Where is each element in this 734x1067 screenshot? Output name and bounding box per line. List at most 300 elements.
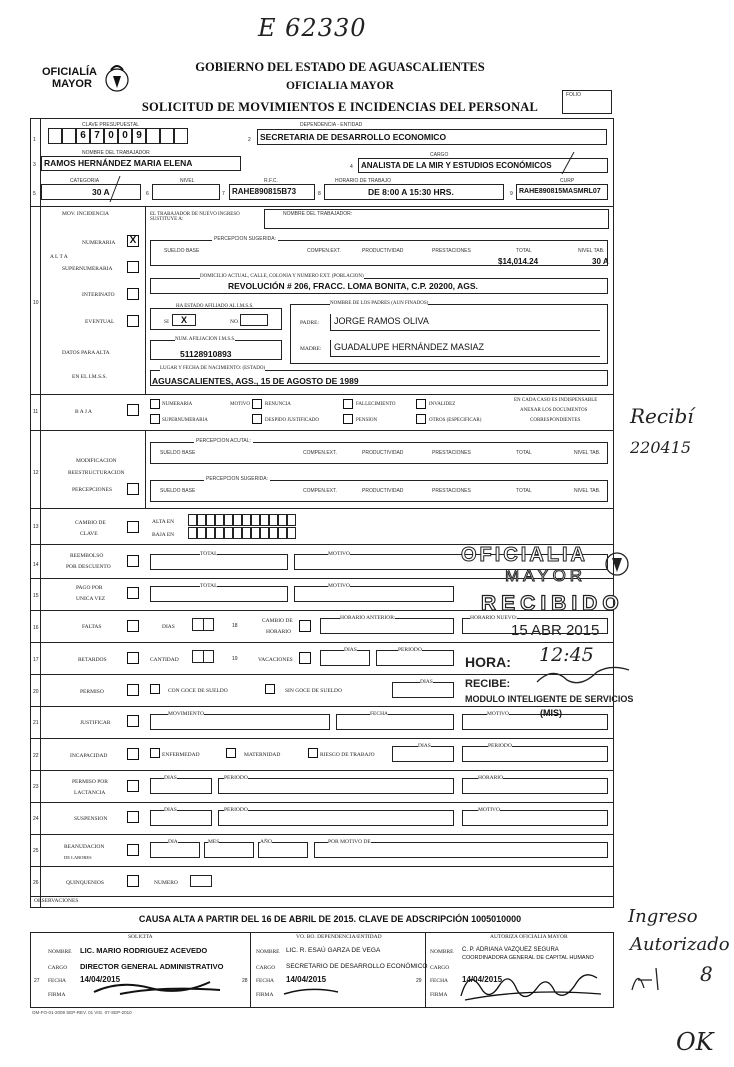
- categoria-value: 30 A: [92, 187, 110, 197]
- clave-grid-cell[interactable]: [287, 514, 296, 526]
- sin-goce-label: SIN GOCE DE SUELDO: [285, 688, 342, 694]
- pension-label: PENSION: [356, 418, 378, 423]
- enfermedad-checkbox[interactable]: [150, 748, 160, 758]
- cargo-value: ANALISTA DE LA MIR Y ESTUDIOS ECONÓMICOS: [361, 161, 552, 170]
- clave-grid-cell[interactable]: [287, 527, 296, 539]
- percepciones-label: PERCEPCIONES: [72, 487, 113, 493]
- supernumeraria-checkbox[interactable]: [127, 261, 139, 273]
- clave-grid-cell[interactable]: [251, 514, 260, 526]
- sig1-signature: [90, 972, 230, 998]
- sig2-cargo-label: CARGO: [256, 965, 276, 971]
- nivel-field[interactable]: [152, 184, 220, 200]
- signature-divider-1: [250, 932, 251, 1008]
- invalidez-checkbox[interactable]: [416, 399, 426, 409]
- clave-digit-box[interactable]: [146, 128, 160, 144]
- row-number: 10: [33, 300, 39, 306]
- folio-handwritten: E 62330: [258, 14, 367, 42]
- row-number: 4: [350, 164, 353, 170]
- faltas-dias-split: [203, 618, 204, 631]
- reembolso-total-label: TOTAL: [200, 551, 218, 557]
- madre-value: GUADALUPE HERNÁNDEZ MASIAZ: [334, 342, 485, 352]
- sig1-cargo-label: CARGO: [48, 965, 68, 971]
- stamp-recibe-signature: [533, 662, 633, 688]
- otros-label: OTROS (ESPECIFICAR): [429, 418, 482, 423]
- en-imss-label: EN EL I.M.S.S.: [72, 374, 107, 380]
- clave-grid-cell[interactable]: [269, 514, 278, 526]
- quinquenios-numero-label: NUMERO: [154, 880, 178, 886]
- mod-compen-ext-label: COMPEN.EXT.: [303, 450, 337, 456]
- clave-digit-box[interactable]: 6: [76, 128, 90, 144]
- despido-label: DESPIDO JUSTIFICADO: [265, 418, 320, 423]
- horario-anterior-label: HORARIO ANTERIOR:: [340, 615, 396, 621]
- reanudacion-anio-label: AÑO: [260, 839, 272, 845]
- mod2-compen-ext-label: COMPEN.EXT.: [303, 488, 337, 494]
- permiso-lact-label-2: LACTANCIA: [74, 790, 106, 796]
- renuncia-label: RENUNCIA: [265, 402, 291, 407]
- clave-digit-box[interactable]: [160, 128, 174, 144]
- sig2-nombre-label: NOMBRE: [256, 949, 280, 955]
- row-number: 9: [510, 191, 513, 197]
- pension-checkbox[interactable]: [343, 414, 353, 424]
- supernumeraria-label: SUPERNUMERARIA: [62, 266, 113, 272]
- pago-total-field[interactable]: [150, 586, 288, 602]
- folio-label: FOLIO: [566, 92, 582, 98]
- sig2-cargo: SECRETARIO DE DESARROLLO ECONÓMICO: [286, 963, 428, 970]
- clave-grid-cell[interactable]: [224, 527, 233, 539]
- domicilio-value: REVOLUCIÓN # 206, FRACC. LOMA BONITA, C.P. 20200, AGS.: [228, 281, 478, 291]
- baja-motivo-label: MOTIVO: [230, 402, 250, 407]
- total-label: TOTAL: [516, 248, 532, 254]
- row-divider: [30, 896, 614, 897]
- padres-box: [290, 304, 608, 364]
- handwritten-recibi: Recibí: [630, 404, 694, 428]
- clave-grid-cell[interactable]: [197, 514, 206, 526]
- stamp-line1: OFICIALIA: [461, 544, 588, 566]
- suspension-dias-label: DIAS: [164, 807, 177, 813]
- lactancia-periodo-label: PERIODO: [224, 775, 248, 781]
- mov-incidencia-label: MOV. INCIDENCIA: [62, 211, 109, 217]
- clave-grid-cell[interactable]: [242, 514, 251, 526]
- row-number: 16: [33, 625, 39, 631]
- mod-productividad-label: PRODUCTIVIDAD: [362, 450, 404, 456]
- pago-motivo-label: MOTIVO: [328, 583, 350, 589]
- logo-text-1: OFICIALÍA: [42, 66, 97, 78]
- numeraria-checkbox[interactable]: X: [127, 235, 139, 247]
- clave-grid-cell[interactable]: [188, 514, 197, 526]
- compen-ext-label: COMPEN.EXT.: [307, 248, 341, 254]
- vacaciones-checkbox[interactable]: [299, 652, 311, 664]
- percepcion-actual-label: PERCEPCION ACUTAL:: [196, 438, 251, 444]
- padre-label: PADRE:: [300, 320, 320, 326]
- suspension-label: SUSPENSION: [74, 816, 108, 822]
- mod2-total-label: TOTAL: [516, 488, 532, 494]
- row-number: 18: [232, 623, 238, 629]
- stamp-line2: MAYOR: [505, 566, 587, 585]
- clave-grid-cell[interactable]: [233, 527, 242, 539]
- lugar-label: LUGAR Y FECHA DE NACIMIENTO: (ESTADO): [160, 366, 266, 371]
- sig2-nombre: LIC. R. ESAÚ GARZA DE VEGA: [286, 947, 381, 954]
- fallecimiento-label: FALLECIMIENTO: [356, 402, 396, 407]
- permiso-dias-label: DIAS: [420, 679, 433, 685]
- justificar-checkbox[interactable]: [127, 715, 139, 727]
- signature-divider-2: [425, 932, 426, 1008]
- no-label: NO: [230, 319, 238, 325]
- handwritten-ingreso: Ingreso: [628, 906, 698, 927]
- quinquenios-label: QUINQUENIOS: [66, 880, 104, 886]
- riesgo-checkbox[interactable]: [308, 748, 318, 758]
- clave-digit-box[interactable]: [48, 128, 62, 144]
- clave-grid-cell[interactable]: [251, 527, 260, 539]
- stamp-recibe-label: RECIBE:: [465, 678, 511, 690]
- observaciones-text: CAUSA ALTA A PARTIR DEL 16 DE ABRIL DE 2015. CLAVE DE ADSCRIPCIÓN 1005010000: [138, 914, 522, 924]
- mod-prestaciones-label: PRESTACIONES: [432, 450, 471, 456]
- stamp-hora-label: HORA:: [465, 654, 511, 670]
- clave-digit-box[interactable]: 0: [104, 128, 118, 144]
- clave-grid-cell[interactable]: [224, 514, 233, 526]
- baja-note-3: CORRESPONDIENTES: [530, 418, 581, 423]
- incapacidad-checkbox[interactable]: [127, 748, 139, 760]
- quinquenios-checkbox[interactable]: [127, 875, 139, 887]
- baja-note-2: ANEXAR LOS DOCUMENTOS: [520, 408, 588, 413]
- autoriza-label: AUTORIZA OFICIALIA MAYOR: [490, 934, 568, 940]
- pago-checkbox[interactable]: [127, 587, 139, 599]
- clave-grid-cell[interactable]: [242, 527, 251, 539]
- justificar-motivo-label: MOTIVO: [487, 711, 509, 717]
- reembolso-label-2: POR DESCUENTO: [66, 564, 111, 570]
- padres-label: NOMBRE DE LOS PADRES (AUN FINADOS): [330, 301, 429, 306]
- eventual-label: EVENTUAL: [85, 319, 115, 325]
- clave-digit-box[interactable]: 0: [118, 128, 132, 144]
- clave-grid-cell[interactable]: [260, 514, 269, 526]
- row-number: 7: [222, 191, 225, 197]
- row-number: 20: [33, 689, 39, 695]
- justificar-fecha-field[interactable]: [336, 714, 454, 730]
- row-number: 19: [232, 656, 238, 662]
- sig3-fecha: 14/04/2015: [462, 975, 503, 984]
- incapacidad-dias-label: DIAS: [418, 743, 431, 749]
- interinato-label: INTERINATO: [82, 292, 115, 298]
- permiso-checkbox[interactable]: [127, 684, 139, 696]
- justificar-movimiento-label: MOVIMIENTO: [168, 711, 204, 717]
- domicilio-label: DOMICILIO ACTUAL, CALLE, COLONIA Y NUMERO EXT. (POBLACION): [200, 274, 364, 279]
- nivel-label: NIVEL: [180, 178, 195, 184]
- row-number: 12: [33, 470, 39, 476]
- justificar-motivo-field[interactable]: [462, 714, 608, 730]
- row-divider: [30, 770, 614, 771]
- nombre-label: NOMBRE DEL TRABAJADOR: [82, 150, 150, 156]
- row-number: 21: [33, 720, 39, 726]
- renuncia-checkbox[interactable]: [252, 399, 262, 409]
- sig1-fecha: 14/04/2015: [80, 975, 121, 984]
- row-divider: [30, 834, 614, 835]
- clave-digit-box[interactable]: 7: [90, 128, 104, 144]
- stamp-date: 15 ABR 2015: [511, 622, 600, 639]
- clave-digit-box[interactable]: [174, 128, 188, 144]
- pago-label-1: PAGO POR: [76, 585, 103, 591]
- numeraria-label: NUMERARIA: [82, 240, 116, 246]
- suspension-checkbox[interactable]: [127, 811, 139, 823]
- reembolso-total-field[interactable]: [150, 554, 288, 570]
- lactancia-horario-label: HORARIO: [478, 775, 504, 781]
- num-afil-label: NUM. AFILIACION I.M.S.S.: [175, 337, 236, 342]
- pago-motivo-field[interactable]: [294, 586, 454, 602]
- sustituye-name-label: NOMBRE DEL TRABAJADOR:: [283, 211, 353, 217]
- stamp-mis: (MIS): [540, 708, 562, 718]
- suspension-periodo-label: PERIODO: [224, 807, 248, 813]
- title-solicitud: SOLICITUD DE MOVIMIENTOS E INCIDENCIAS DEL PERSONAL: [141, 100, 539, 114]
- mod2-prestaciones-label: PRESTACIONES: [432, 488, 471, 494]
- otros-checkbox[interactable]: [416, 414, 426, 424]
- clave-grid-cell[interactable]: [233, 514, 242, 526]
- title-oficialia: OFICIALIA MAYOR: [286, 80, 394, 92]
- categoria-label: CATEGORIA: [70, 178, 100, 184]
- datos-alta-label: DATOS PARA ALTA: [62, 350, 110, 356]
- reembolso-checkbox[interactable]: [127, 555, 139, 567]
- con-goce-label: CON GOCE DE SUELDO: [168, 688, 228, 694]
- reanudacion-mes-label: MES: [208, 839, 220, 845]
- sig1-fecha-label: FECHA: [48, 978, 67, 984]
- nivel-tab-label: NIVEL TAB.: [578, 248, 605, 254]
- clave-grid-cell[interactable]: [269, 527, 278, 539]
- reanudacion-motivo-label: POR MOTIVO DE: [328, 839, 371, 845]
- no-checkbox[interactable]: [240, 314, 268, 326]
- row-number: 24: [33, 816, 39, 822]
- sig3-nombre-label: NOMBRE: [430, 949, 454, 955]
- vobo-label: VO. BO. DEPENDENCIA/ENTIDAD: [296, 934, 382, 940]
- faltas-dias-label: DIAS: [162, 624, 175, 630]
- si-checkbox[interactable]: X: [172, 314, 196, 326]
- clave-grid-cell[interactable]: [206, 527, 215, 539]
- quinquenios-numero-field[interactable]: [190, 875, 212, 887]
- categoria-field[interactable]: [41, 184, 141, 200]
- num-afil-value: 51128910893: [180, 349, 232, 359]
- reanudacion-label-2: DE LABORES: [64, 855, 92, 860]
- baja-supernumeraria-checkbox[interactable]: [150, 414, 160, 424]
- maternidad-label: MATERNIDAD: [244, 752, 281, 758]
- row-number: 1: [33, 137, 36, 143]
- row-divider: [30, 738, 614, 739]
- oficialia-logo: [42, 62, 132, 102]
- clave-label: CLAVE PRESUPUESTAL: [82, 122, 140, 128]
- permiso-label: PERMISO: [80, 689, 104, 695]
- justificar-fecha-label: FECHA: [370, 711, 389, 717]
- modificacion-label: MODIFICACION: [76, 458, 117, 464]
- reanudacion-label-1: REANUDACION: [64, 844, 105, 850]
- clave-grid-cell[interactable]: [278, 527, 287, 539]
- cambio-clave-label-1: CAMBIO DE: [75, 520, 106, 526]
- sueldo-base-label: SUELDO BASE: [164, 248, 200, 254]
- clave-grid-cell[interactable]: [278, 514, 287, 526]
- sig2-fecha: 14/04/2015: [286, 975, 327, 984]
- cambio-clave-checkbox[interactable]: [127, 521, 139, 533]
- lactancia-periodo-field[interactable]: [218, 778, 454, 794]
- stamp-recibido: RECIBIDO: [481, 592, 624, 615]
- enfermedad-label: ENFERMEDAD: [162, 752, 200, 758]
- reanudacion-checkbox[interactable]: [127, 844, 139, 856]
- vacaciones-label: VACACIONES: [258, 657, 293, 663]
- alta-label: A L T A: [50, 254, 68, 260]
- sig2-signature: [282, 984, 342, 998]
- modificacion-column-divider: [145, 430, 146, 508]
- retardos-label: RETARDOS: [78, 657, 107, 663]
- row-number: 11: [33, 409, 39, 415]
- pago-label-2: UNICA VEZ: [76, 596, 106, 602]
- riesgo-label: RIESGO DE TRABAJO: [320, 752, 375, 758]
- stamp-module: MODULO INTELIGENTE DE SERVICIOS: [465, 694, 634, 704]
- eventual-checkbox[interactable]: [127, 315, 139, 327]
- suspension-periodo-field[interactable]: [218, 810, 454, 826]
- baja-note-1: EN CADA CASO ES INDISPENSABLE: [514, 398, 598, 403]
- stamp-emblem-icon: [603, 544, 631, 580]
- total-value: $14,014.24: [498, 257, 539, 266]
- cantidad-label: CANTIDAD: [150, 657, 179, 663]
- nivel-tab-value: 30 A: [592, 257, 609, 266]
- row-number: 27: [34, 978, 40, 984]
- sig1-nombre-label: NOMBRE: [48, 949, 72, 955]
- handwritten-initials: [628, 964, 668, 994]
- mod-nivel-tab-label: NIVEL TAB.: [574, 450, 601, 456]
- suspension-motivo-label: MOTIVO: [478, 807, 500, 813]
- fallecimiento-checkbox[interactable]: [343, 399, 353, 409]
- reestructuracion-label: REESTRUCTURACION: [68, 470, 125, 476]
- maternidad-checkbox[interactable]: [226, 748, 236, 758]
- lugar-value: AGUASCALIENTES, AGS., 15 DE AGOSTO DE 1989: [152, 376, 359, 386]
- madre-line: [330, 356, 600, 357]
- sin-goce-checkbox[interactable]: [265, 684, 275, 694]
- mod-total-label: TOTAL: [516, 450, 532, 456]
- baja-numeraria-label: NUMERARIA: [162, 402, 193, 407]
- retardos-checkbox[interactable]: [127, 652, 139, 664]
- sig2-fecha-label: FECHA: [256, 978, 275, 984]
- solicita-label: SOLICITA: [128, 934, 153, 940]
- lactancia-dias-label: DIAS: [164, 775, 177, 781]
- cambio-clave-label-2: CLAVE: [80, 531, 98, 537]
- cambio-horario-label-1: CAMBIO DE: [262, 618, 293, 624]
- row-number: 14: [33, 562, 39, 568]
- clave-digit-box[interactable]: [62, 128, 76, 144]
- cambio-horario-checkbox[interactable]: [299, 620, 311, 632]
- logo-emblem-icon: [104, 62, 130, 96]
- padre-value: JORGE RAMOS OLIVA: [334, 316, 429, 326]
- pago-total-label: TOTAL: [200, 583, 218, 589]
- percepciones-checkbox[interactable]: [127, 483, 139, 495]
- cargo-check-mark: [560, 150, 580, 176]
- baja-numeraria-checkbox[interactable]: [150, 399, 160, 409]
- mod2-nivel-tab-label: NIVEL TAB.: [574, 488, 601, 494]
- incapacidad-periodo-field[interactable]: [462, 746, 608, 762]
- sig3-cargo: COORDINADORA GENERAL DE CAPITAL HUMANO: [462, 955, 594, 961]
- clave-digit-box[interactable]: 9: [132, 128, 146, 144]
- sig1-cargo: DIRECTOR GENERAL ADMINISTRATIVO: [80, 962, 224, 971]
- alta-en-label: ALTA EN: [152, 519, 175, 525]
- madre-label: MADRE:: [300, 346, 322, 352]
- si-label: SI: [164, 319, 169, 325]
- row-number: 25: [33, 848, 39, 854]
- vacaciones-periodo-label: PERIODO: [398, 647, 422, 653]
- baja-checkbox[interactable]: [127, 404, 139, 416]
- sig3-nombre: C. P. ADRIANA VAZQUEZ SEGURA: [462, 947, 559, 953]
- reembolso-motivo-label: MOTIVO: [328, 551, 350, 557]
- clave-grid-cell[interactable]: [215, 514, 224, 526]
- mod2-productividad-label: PRODUCTIVIDAD: [362, 488, 404, 494]
- mod-sueldo-base-label: SUELDO BASE: [160, 450, 196, 456]
- interinato-checkbox[interactable]: [127, 288, 139, 300]
- dependencia-label: DEPENDENCIA - ENTIDAD: [300, 122, 363, 128]
- logo-text-2: MAYOR: [52, 78, 92, 90]
- section-divider-baja: [30, 394, 614, 395]
- faltas-checkbox[interactable]: [127, 620, 139, 632]
- handwritten-autorizado: Autorizado: [630, 934, 730, 955]
- madre-tick: [330, 340, 331, 356]
- incapacidad-label: INCAPACIDAD: [70, 753, 108, 759]
- clave-grid-cell[interactable]: [260, 527, 269, 539]
- stamp-hora: 12:45: [539, 644, 594, 666]
- handwritten-ok: OK: [676, 1028, 714, 1056]
- cambio-horario-label-2: HORARIO: [266, 629, 292, 635]
- sig1-firma-label: FIRMA: [48, 992, 66, 998]
- dependencia-value: SECRETARIA DE DESARROLLO ECONOMICO: [260, 132, 447, 142]
- sig3-firma-label: FIRMA: [430, 992, 448, 998]
- row-divider: [30, 866, 614, 867]
- alta-column-divider: [145, 206, 146, 394]
- handwritten-eight: 8: [700, 962, 713, 986]
- clave-grid-cell[interactable]: [215, 527, 224, 539]
- permiso-lact-label-1: PERMISO POR: [72, 779, 108, 785]
- row-number-column-divider: [40, 118, 41, 908]
- observaciones-label: OBSERVACIONES: [34, 898, 79, 904]
- productividad-label: PRODUCTIVIDAD: [362, 248, 404, 254]
- form-footer-code: OM-FO-01-2009 SEP-REV. 01 VIG. 07-SEP-2010: [32, 1010, 132, 1015]
- rfc-value: RAHE890815B73: [232, 187, 297, 196]
- lactancia-dias-field[interactable]: [150, 778, 212, 794]
- curp-label: CURP: [560, 178, 575, 184]
- reanudacion-dia-label: DIA: [168, 839, 178, 845]
- reembolso-label-1: REEMBOLSO: [70, 553, 104, 559]
- clave-grid-cell[interactable]: [206, 514, 215, 526]
- afiliado-label: HA ESTADO AFILIADO AL I.M.S.S.: [176, 304, 254, 309]
- row-divider: [30, 508, 614, 509]
- prestaciones-label: PRESTACIONES: [432, 248, 471, 254]
- faltas-label: FALTAS: [82, 624, 102, 630]
- title-gobierno: GOBIERNO DEL ESTADO DE AGUASCALIENTES: [195, 60, 485, 74]
- rfc-label: R.F.C.: [264, 178, 278, 184]
- row-number: 17: [33, 657, 39, 663]
- cantidad-split: [203, 650, 204, 663]
- row-number: 29: [416, 978, 422, 984]
- clave-grid-cell[interactable]: [197, 527, 206, 539]
- row-number: 15: [33, 593, 39, 599]
- mod2-sueldo-base-label: SUELDO BASE: [160, 488, 196, 494]
- row-divider: [30, 802, 614, 803]
- sig2-firma-label: FIRMA: [256, 992, 274, 998]
- clave-grid-cell[interactable]: [188, 527, 197, 539]
- despido-checkbox[interactable]: [252, 414, 262, 424]
- handwritten-date: 220415: [630, 438, 692, 457]
- reception-stamp: [455, 538, 635, 708]
- baja-label: B A J A: [75, 409, 92, 415]
- suspension-dias-field[interactable]: [150, 810, 212, 826]
- justificar-label: JUSTIFICAR: [80, 720, 111, 726]
- row-number: 26: [33, 880, 39, 886]
- curp-value: RAHE890815MASMRL07: [519, 188, 601, 195]
- lactancia-checkbox[interactable]: [127, 780, 139, 792]
- row-number: 13: [33, 524, 39, 530]
- percepcion-sugerida-label: PERCEPCION SUGERIDA:: [214, 236, 276, 242]
- sig3-signature: [455, 958, 605, 1006]
- con-goce-checkbox[interactable]: [150, 684, 160, 694]
- section-divider-modificacion: [30, 430, 614, 431]
- padre-tick: [330, 314, 331, 330]
